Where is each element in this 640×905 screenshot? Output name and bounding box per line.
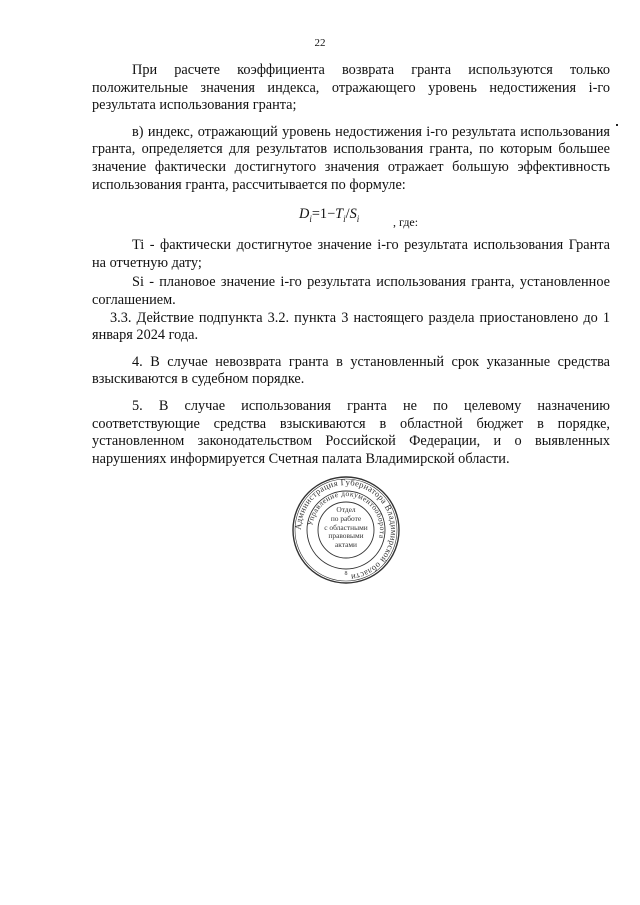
formula-minus: − — [327, 206, 336, 223]
formula-t: T — [335, 206, 344, 223]
scan-speck — [616, 124, 618, 126]
stamp-line-5: актами — [334, 540, 357, 550]
paragraph-si-definition: Si - плановое значение i-го результата использования гранта, установленное соглашением. — [92, 274, 610, 308]
formula — [299, 206, 359, 228]
paragraph-5: 5. В случае использования гранта не по целевому назначению соответствующие средства взыскиваются в областной бюджет в порядке, установленном законодательством Российской Федерации, и о выявленных нарушениях информируется Счетная палата Владимирской области. — [92, 397, 610, 467]
formula-slash: / — [345, 206, 350, 223]
paragraph-4: 4. В случае невозврата гранта в установленный срок указанные средства взыскиваются в судебном порядке. — [92, 353, 610, 388]
formula-where: , где: — [393, 215, 419, 230]
formula-s: S — [349, 206, 357, 223]
document-body — [92, 62, 610, 468]
formula-s-sub: i — [356, 214, 360, 225]
paragraph-ti-definition: Ti - фактически достигнутое значение i-го результата использования Гранта на отчетную дату; — [92, 237, 610, 271]
official-stamp — [291, 475, 401, 585]
formula-lhs-sub: i — [309, 214, 312, 225]
paragraph-3-3: 3.3. Действие подпункта 3.2. пункта 3 настоящего раздела приостановлено до 1 января 2024 года. — [92, 309, 610, 344]
paragraph-return-coefficient: При расчете коэффициента возврата гранта используются только положительные значения индекса, отражающего уровень недостижения i-го результата использования гранта; — [92, 62, 610, 114]
stamp-line-1: Отдел — [336, 505, 356, 514]
stamp-outer-text: Администрация Губернатора Владимирской области — [292, 476, 400, 583]
stamp-line-2: по работе — [330, 513, 362, 523]
paragraph-index-definition: в) индекс, отражающий уровень недостижения i-го результата использования гранта, определяется для результатов использования гранта, по которым большее значение фактически достигнутого значения отражает большую эффективность использования гранта, рассчитывается по формуле: — [92, 123, 610, 193]
page-number: 22 — [314, 37, 326, 49]
formula-t-sub: i — [343, 214, 346, 225]
stamp-line-4: правовыми — [328, 531, 364, 541]
formula-lhs: D — [299, 206, 310, 223]
formula-one: 1 — [319, 206, 328, 223]
stamp-number: 8 — [344, 571, 348, 577]
formula-block — [92, 204, 610, 232]
stamp-center-text — [319, 506, 373, 550]
stamp-line-3: с областными — [324, 522, 368, 532]
formula-equals: = — [311, 206, 320, 223]
stamp-inner-text: Управление документооборота — [305, 488, 388, 540]
